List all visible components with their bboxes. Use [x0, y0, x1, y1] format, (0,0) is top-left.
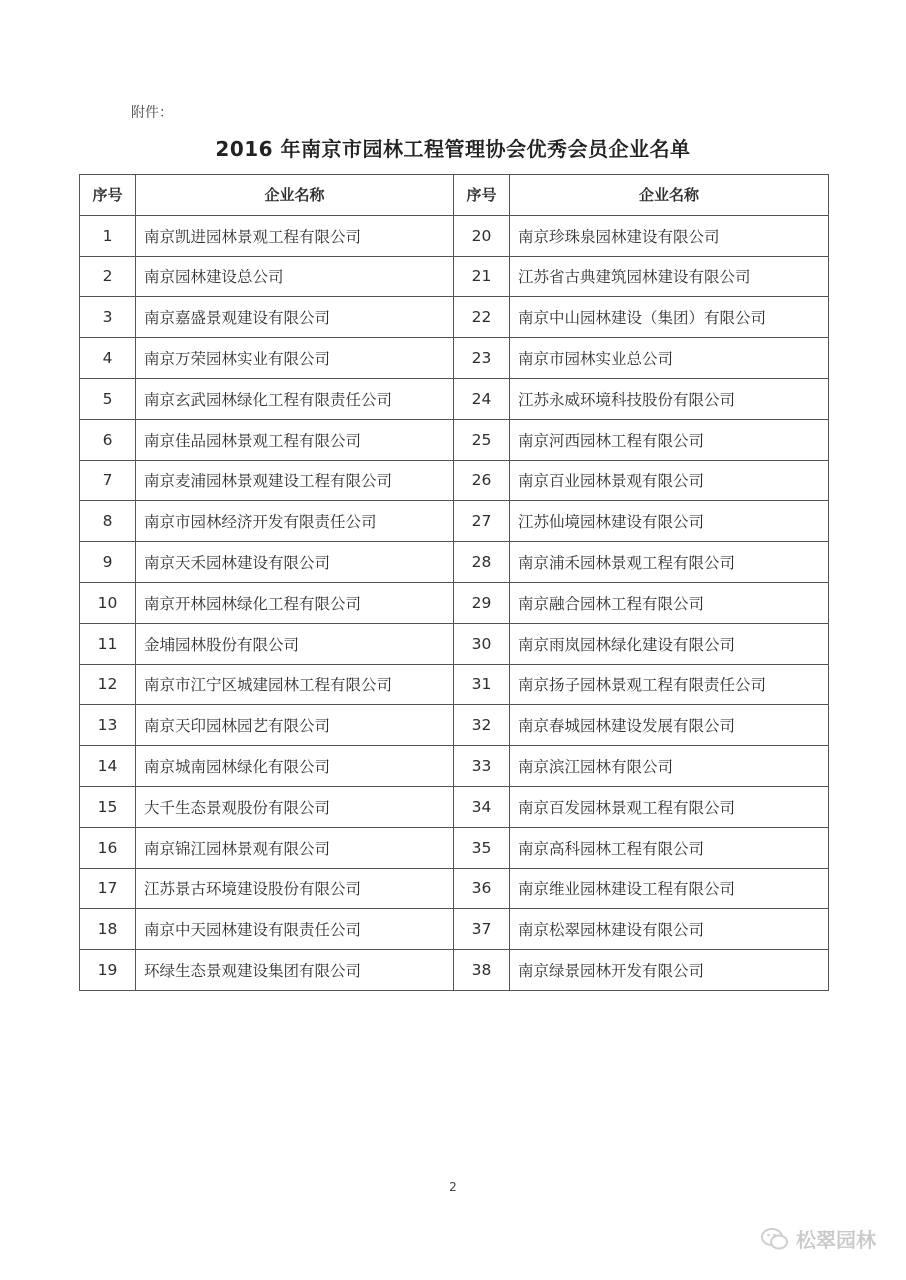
company-name: 南京市江宁区城建园林工程有限公司: [136, 664, 454, 705]
company-name: 南京万荣园林实业有限公司: [136, 338, 454, 379]
company-name: 南京百业园林景观有限公司: [510, 460, 829, 501]
row-number: 3: [80, 297, 136, 338]
row-number: 2: [80, 256, 136, 297]
company-name: 南京百发园林景观工程有限公司: [510, 786, 829, 827]
table-row: [80, 868, 829, 909]
company-name: 金埔园林股份有限公司: [136, 623, 454, 664]
company-name: 南京高科园林工程有限公司: [510, 827, 829, 868]
table-row: [80, 297, 829, 338]
row-number: 31: [454, 664, 510, 705]
row-number: 27: [454, 501, 510, 542]
company-name: 南京松翠园林建设有限公司: [510, 909, 829, 950]
table-row: [80, 215, 829, 256]
document-title: 2016 年南京市园林工程管理协会优秀会员企业名单: [215, 137, 691, 161]
row-number: 38: [454, 950, 510, 991]
row-number: 20: [454, 215, 510, 256]
row-number: 29: [454, 582, 510, 623]
company-name: 南京维业园林建设工程有限公司: [510, 868, 829, 909]
table-row: [80, 256, 829, 297]
row-number: 5: [80, 378, 136, 419]
table-row: [80, 786, 829, 827]
table-row: [80, 705, 829, 746]
row-number: 8: [80, 501, 136, 542]
company-name: 南京春城园林建设发展有限公司: [510, 705, 829, 746]
row-number: 15: [80, 786, 136, 827]
company-name: 南京滨江园林有限公司: [510, 746, 829, 787]
row-number: 9: [80, 542, 136, 583]
attachment-label: 附件：: [131, 105, 173, 121]
row-number: 23: [454, 338, 510, 379]
company-name: 南京凯进园林景观工程有限公司: [136, 215, 454, 256]
company-name: 江苏仙境园林建设有限公司: [510, 501, 829, 542]
member-table: [79, 174, 829, 991]
company-name: 南京扬子园林景观工程有限责任公司: [510, 664, 829, 705]
company-name: 南京中山园林建设（集团）有限公司: [510, 297, 829, 338]
row-number: 32: [454, 705, 510, 746]
row-number: 28: [454, 542, 510, 583]
watermark-text: 松翠园林: [796, 1228, 876, 1252]
row-number: 1: [80, 215, 136, 256]
row-number: 13: [80, 705, 136, 746]
row-number: 17: [80, 868, 136, 909]
table-row: [80, 460, 829, 501]
table-row: [80, 582, 829, 623]
row-number: 22: [454, 297, 510, 338]
row-number: 10: [80, 582, 136, 623]
table-row: [80, 909, 829, 950]
row-number: 12: [80, 664, 136, 705]
row-number: 37: [454, 909, 510, 950]
row-number: 19: [80, 950, 136, 991]
row-number: 14: [80, 746, 136, 787]
row-number: 33: [454, 746, 510, 787]
company-name: 南京天禾园林建设有限公司: [136, 542, 454, 583]
table-row: [80, 378, 829, 419]
company-name: 南京天印园林园艺有限公司: [136, 705, 454, 746]
company-name: 南京浦禾园林景观工程有限公司: [510, 542, 829, 583]
company-name: 南京河西园林工程有限公司: [510, 419, 829, 460]
company-name: 南京佳品园林景观工程有限公司: [136, 419, 454, 460]
header-name-left: 企业名称: [136, 175, 454, 216]
row-number: 24: [454, 378, 510, 419]
row-number: 16: [80, 827, 136, 868]
wechat-icon: [760, 1226, 790, 1252]
company-name: 环绿生态景观建设集团有限公司: [136, 950, 454, 991]
table-row: [80, 338, 829, 379]
company-name: 江苏永威环境科技股份有限公司: [510, 378, 829, 419]
table-header-row: [80, 175, 829, 216]
company-name: 南京雨岚园林绿化建设有限公司: [510, 623, 829, 664]
table-row: [80, 419, 829, 460]
company-name: 南京中天园林建设有限责任公司: [136, 909, 454, 950]
table-row: [80, 623, 829, 664]
company-name: 南京玄武园林绿化工程有限责任公司: [136, 378, 454, 419]
table-row: [80, 827, 829, 868]
row-number: 18: [80, 909, 136, 950]
company-name: 江苏景古环境建设股份有限公司: [136, 868, 454, 909]
watermark: [760, 1224, 876, 1253]
table-body: [80, 215, 829, 990]
company-name: 南京麦浦园林景观建设工程有限公司: [136, 460, 454, 501]
table-row: [80, 664, 829, 705]
row-number: 26: [454, 460, 510, 501]
table-row: [80, 746, 829, 787]
company-name: 南京锦江园林景观有限公司: [136, 827, 454, 868]
row-number: 36: [454, 868, 510, 909]
row-number: 21: [454, 256, 510, 297]
company-name: 南京城南园林绿化有限公司: [136, 746, 454, 787]
row-number: 34: [454, 786, 510, 827]
company-name: 南京市园林经济开发有限责任公司: [136, 501, 454, 542]
company-name: 大千生态景观股份有限公司: [136, 786, 454, 827]
table-row: [80, 501, 829, 542]
row-number: 6: [80, 419, 136, 460]
company-name: 南京园林建设总公司: [136, 256, 454, 297]
company-name: 南京嘉盛景观建设有限公司: [136, 297, 454, 338]
table-row: [80, 950, 829, 991]
header-number-right: 序号: [454, 175, 510, 216]
company-name: 南京绿景园林开发有限公司: [510, 950, 829, 991]
table-row: [80, 542, 829, 583]
company-name: 江苏省古典建筑园林建设有限公司: [510, 256, 829, 297]
header-number-left: 序号: [80, 175, 136, 216]
company-name: 南京珍珠泉园林建设有限公司: [510, 215, 829, 256]
company-name: 南京融合园林工程有限公司: [510, 582, 829, 623]
row-number: 7: [80, 460, 136, 501]
row-number: 35: [454, 827, 510, 868]
header-name-right: 企业名称: [510, 175, 829, 216]
row-number: 30: [454, 623, 510, 664]
page-number: 2: [449, 1180, 457, 1194]
row-number: 25: [454, 419, 510, 460]
company-name: 南京市园林实业总公司: [510, 338, 829, 379]
company-name: 南京开林园林绿化工程有限公司: [136, 582, 454, 623]
row-number: 4: [80, 338, 136, 379]
row-number: 11: [80, 623, 136, 664]
